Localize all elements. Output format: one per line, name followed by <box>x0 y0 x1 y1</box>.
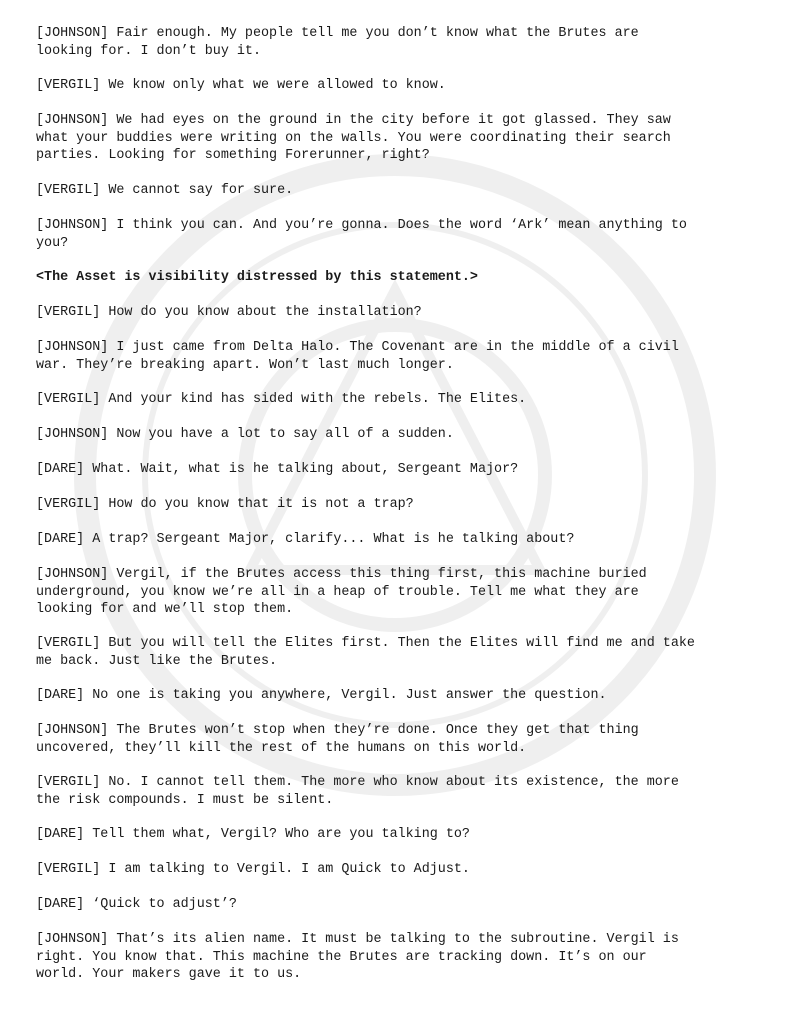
dialogue-line: [VERGIL] No. I cannot tell them. The more who know about its existence, the more <box>36 775 679 790</box>
dialogue-line: [JOHNSON] The Brutes won’t stop when they’re done. Once they get that thing <box>36 723 639 738</box>
stage-direction <box>36 269 478 287</box>
dialogue-block <box>36 861 470 879</box>
dialogue-line: looking for and we’ll stop them. <box>36 602 294 617</box>
dialogue-block <box>36 774 679 809</box>
dialogue-block <box>36 304 422 322</box>
dialogue-line: [DARE] A trap? Sergeant Major, clarify... What is he talking about? <box>36 532 575 547</box>
dialogue-block <box>36 635 695 670</box>
dialogue-block <box>36 25 639 60</box>
dialogue-line: world. Your makers gave it to us. <box>36 967 302 982</box>
dialogue-line: [JOHNSON] We had eyes on the ground in the city before it got glassed. They saw <box>36 113 671 128</box>
dialogue-block <box>36 896 237 914</box>
dialogue-line: [DARE] What. Wait, what is he talking about, Sergeant Major? <box>36 462 519 477</box>
dialogue-block <box>36 182 293 200</box>
dialogue-line: [VERGIL] And your kind has sided with the rebels. The Elites. <box>36 392 527 407</box>
dialogue-block <box>36 722 639 757</box>
dialogue-line: looking for. I don’t buy it. <box>36 43 261 59</box>
dialogue-block <box>36 826 470 844</box>
dialogue-line: underground, you know we’re all in a heap of trouble. Tell me what they are <box>36 584 639 600</box>
dialogue-line: right. You know that. This machine the Brutes are tracking down. It’s on our <box>36 949 647 965</box>
dialogue-line: [VERGIL] How do you know about the installation? <box>36 305 422 320</box>
dialogue-block <box>36 531 574 549</box>
dialogue-block <box>36 339 679 374</box>
dialogue-block <box>36 496 414 514</box>
dialogue-block <box>36 931 679 984</box>
dialogue-line: [VERGIL] We cannot say for sure. <box>36 183 294 198</box>
dialogue-line: [VERGIL] But you will tell the Elites first. Then the Elites will find me and take <box>36 636 695 651</box>
dialogue-line: [VERGIL] I am talking to Vergil. I am Quick to Adjust. <box>36 862 470 877</box>
dialogue-line: [JOHNSON] I just came from Delta Halo. The Covenant are in the middle of a civil <box>36 340 679 355</box>
dialogue-line: parties. Looking for something Forerunner, right? <box>36 148 430 163</box>
dialogue-line: [DARE] ‘Quick to adjust’? <box>36 897 237 912</box>
dialogue-block <box>36 77 446 95</box>
dialogue-line: [JOHNSON] That’s its alien name. It must be talking to the subroutine. Vergil is <box>36 932 679 947</box>
dialogue-line: [JOHNSON] I think you can. And you’re gonna. Does the word ‘Ark’ mean anything to <box>36 218 687 233</box>
dialogue-block <box>36 112 671 165</box>
dialogue-block <box>36 391 526 409</box>
dialogue-block <box>36 461 518 479</box>
dialogue-line: me back. Just like the Brutes. <box>36 653 278 669</box>
dialogue-line: you? <box>36 235 69 251</box>
dialogue-line: what your buddies were writing on the walls. You were coordinating their search <box>36 130 671 146</box>
dialogue-line: [VERGIL] We know only what we were allowed to know. <box>36 78 446 93</box>
dialogue-line: [DARE] Tell them what, Vergil? Who are you talking to? <box>36 827 470 842</box>
dialogue-line: [VERGIL] How do you know that it is not a trap? <box>36 497 414 512</box>
dialogue-block <box>36 217 687 252</box>
dialogue-line: [DARE] No one is taking you anywhere, Vergil. Just answer the question. <box>36 688 607 703</box>
dialogue-line: uncovered, they’ll kill the rest of the humans on this world. <box>36 740 527 756</box>
dialogue-line: [JOHNSON] Fair enough. My people tell me you don’t know what the Brutes are <box>36 26 639 41</box>
dialogue-line: [JOHNSON] Vergil, if the Brutes access this thing first, this machine buried <box>36 567 647 582</box>
dialogue-block <box>36 687 607 705</box>
dialogue-line: the risk compounds. I must be silent. <box>36 792 334 808</box>
dialogue-block <box>36 566 647 619</box>
dialogue-line: [JOHNSON] Now you have a lot to say all of a sudden. <box>36 427 454 442</box>
stage-direction-text: <The Asset is visibility distressed by this statement.> <box>36 270 478 285</box>
dialogue-block <box>36 426 454 444</box>
dialogue-line: war. They’re breaking apart. Won’t last much longer. <box>36 357 454 373</box>
